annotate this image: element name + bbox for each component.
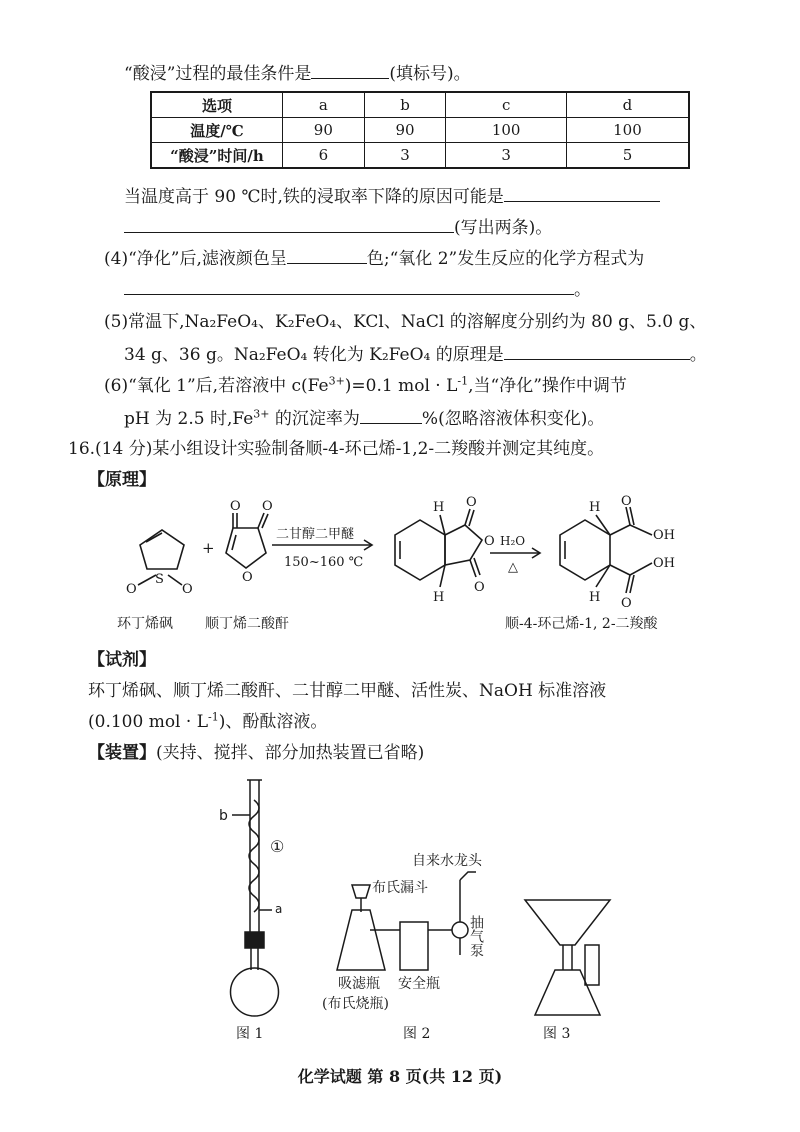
- group-oh: OH: [653, 556, 675, 571]
- answer-blank[interactable]: [504, 183, 660, 202]
- product-ring: [560, 520, 610, 580]
- table-row: 温度/℃ 90 90 100 100: [151, 118, 689, 143]
- filter-flask: [337, 910, 385, 970]
- label-safety-bottle: 安全瓶: [398, 976, 440, 992]
- question-4-cont: 。: [124, 276, 591, 302]
- atom-h: H: [433, 590, 445, 605]
- label-filter-flask-note: (布氏烧瓶): [322, 996, 389, 1012]
- question-6: (6)“氧化 1”后,若溶液中 $c(Fe^{3+})=0.1$ mol · $L^{-1}$,当“净化”操作中调节: [104, 374, 627, 396]
- atom-o: O: [262, 499, 273, 514]
- question-5-cont: 34 g、36 g。Na₂FeO₄ 转化为 K₂FeO₄ 的原理是 。: [124, 341, 707, 367]
- atom-o: O: [474, 580, 485, 595]
- question-5: (5)常温下,Na₂FeO₄、K₂FeO₄、KCl、NaCl 的溶解度分别约为 80 g、5.0 g、: [104, 312, 707, 332]
- reagents-list: 环丁烯砜、顺丁烯二酸酐、二甘醇二甲醚、活性炭、NaOH 标准溶液: [88, 681, 607, 701]
- reagents-list-cont: (0.100 mol · $L^{-1}$)、酚酞溶液。: [88, 710, 328, 732]
- figure-2-label: 图 2: [403, 1026, 431, 1042]
- reason-question-cont: (写出两条)。: [124, 214, 552, 240]
- atom-o: O: [621, 495, 632, 509]
- acid-leach-question: “酸浸”过程的最佳条件是 (填标号)。: [124, 60, 471, 86]
- atom-o: O: [126, 582, 137, 597]
- reaction-scheme: [0, 495, 800, 645]
- answer-blank[interactable]: [360, 405, 422, 424]
- faucet: [460, 872, 476, 880]
- question-4: (4)“净化”后,滤液颜色呈 色;“氧化 2”发生反应的化学方程式为: [104, 245, 644, 271]
- atom-o: O: [182, 582, 193, 597]
- product-name: 顺-4-环己烯-1, 2-二羧酸: [505, 616, 658, 632]
- atom-o: O: [242, 570, 253, 585]
- answer-blank[interactable]: [504, 341, 690, 360]
- label-a: a: [275, 902, 283, 916]
- atom-o: O: [621, 596, 632, 611]
- reactant-1-name: 环丁烯砜: [117, 616, 173, 632]
- label-filter-flask: 吸滤瓶: [338, 976, 380, 992]
- conical-flask: [535, 970, 600, 1015]
- answer-blank[interactable]: [124, 214, 454, 233]
- apparatus-figures: [0, 770, 800, 1055]
- apparatus-line: 【装置】(夹持、搅拌、部分加热装置已省略): [88, 743, 425, 763]
- condition-heat: △: [508, 560, 518, 575]
- conditions-table: [150, 91, 690, 169]
- label-buchner-funnel: 布氏漏斗: [372, 880, 428, 896]
- answer-blank[interactable]: [311, 60, 389, 79]
- question-6-cont: pH 为 2.5 时$,Fe^{3+}$ 的沉淀率为 %(忽略溶液体积变化)。: [124, 405, 604, 431]
- funnel: [525, 900, 610, 945]
- reason-question: 当温度高于 90 ℃时,铁的浸取率下降的原因可能是: [124, 183, 660, 209]
- aspirator: [452, 922, 468, 938]
- page-footer: 化学试题 第 8 页(共 12 页): [297, 1067, 503, 1086]
- svg-text:抽气泵: 抽气泵: [468, 915, 484, 957]
- label-tap: 自来水龙头: [412, 853, 482, 869]
- label-b: b: [219, 808, 228, 824]
- atom-o: O: [230, 499, 241, 514]
- so-bond-left: [138, 575, 156, 585]
- question-16-title: 16.(14 分)某小组设计实验制备顺-4-环己烯-1,2-二羧酸并测定其纯度。: [68, 439, 605, 459]
- table-row: 选项 a b c d: [151, 92, 689, 118]
- answer-blank[interactable]: [124, 276, 574, 295]
- reflux-condenser: [231, 780, 279, 1016]
- principle-heading: 【原理】: [88, 470, 156, 490]
- stopper: [245, 932, 264, 948]
- answer-blank[interactable]: [287, 245, 367, 264]
- heater: [585, 945, 599, 985]
- so-bond-right: [168, 575, 182, 585]
- atom-h: H: [589, 500, 601, 515]
- atom-h: H: [433, 500, 445, 515]
- condition-temperature: 150~160 ℃: [284, 555, 364, 570]
- safety-bottle: [400, 922, 428, 970]
- label-pump: [468, 914, 484, 957]
- condition-solvent: 二甘醇二甲醚: [276, 527, 355, 542]
- atom-o: O: [466, 495, 477, 510]
- table-row: “酸浸”时间/h 6 3 3 5: [151, 143, 689, 169]
- sulfolene-ring: [140, 530, 184, 569]
- figure-3-label: 图 3: [543, 1026, 571, 1042]
- reactant-2-name: 顺丁烯二酸酐: [205, 616, 289, 632]
- cyclohexene-ring: [395, 520, 445, 580]
- atom-h: H: [589, 590, 601, 605]
- atom-o: O: [484, 534, 495, 549]
- buchner-funnel: [352, 885, 370, 898]
- plus-sign: +: [202, 539, 215, 557]
- round-bottom-flask: [231, 968, 279, 1016]
- hot-filtration: [525, 900, 610, 1015]
- label-circle-1: ①: [270, 837, 285, 856]
- anhydride-ring-fused: [445, 525, 482, 565]
- reagents-heading: 【试剂】: [88, 650, 156, 670]
- condition-water: H₂O: [500, 534, 526, 548]
- figure-1-label: 图 1: [236, 1026, 264, 1042]
- group-oh: OH: [653, 528, 675, 543]
- atom-s: S: [155, 572, 164, 587]
